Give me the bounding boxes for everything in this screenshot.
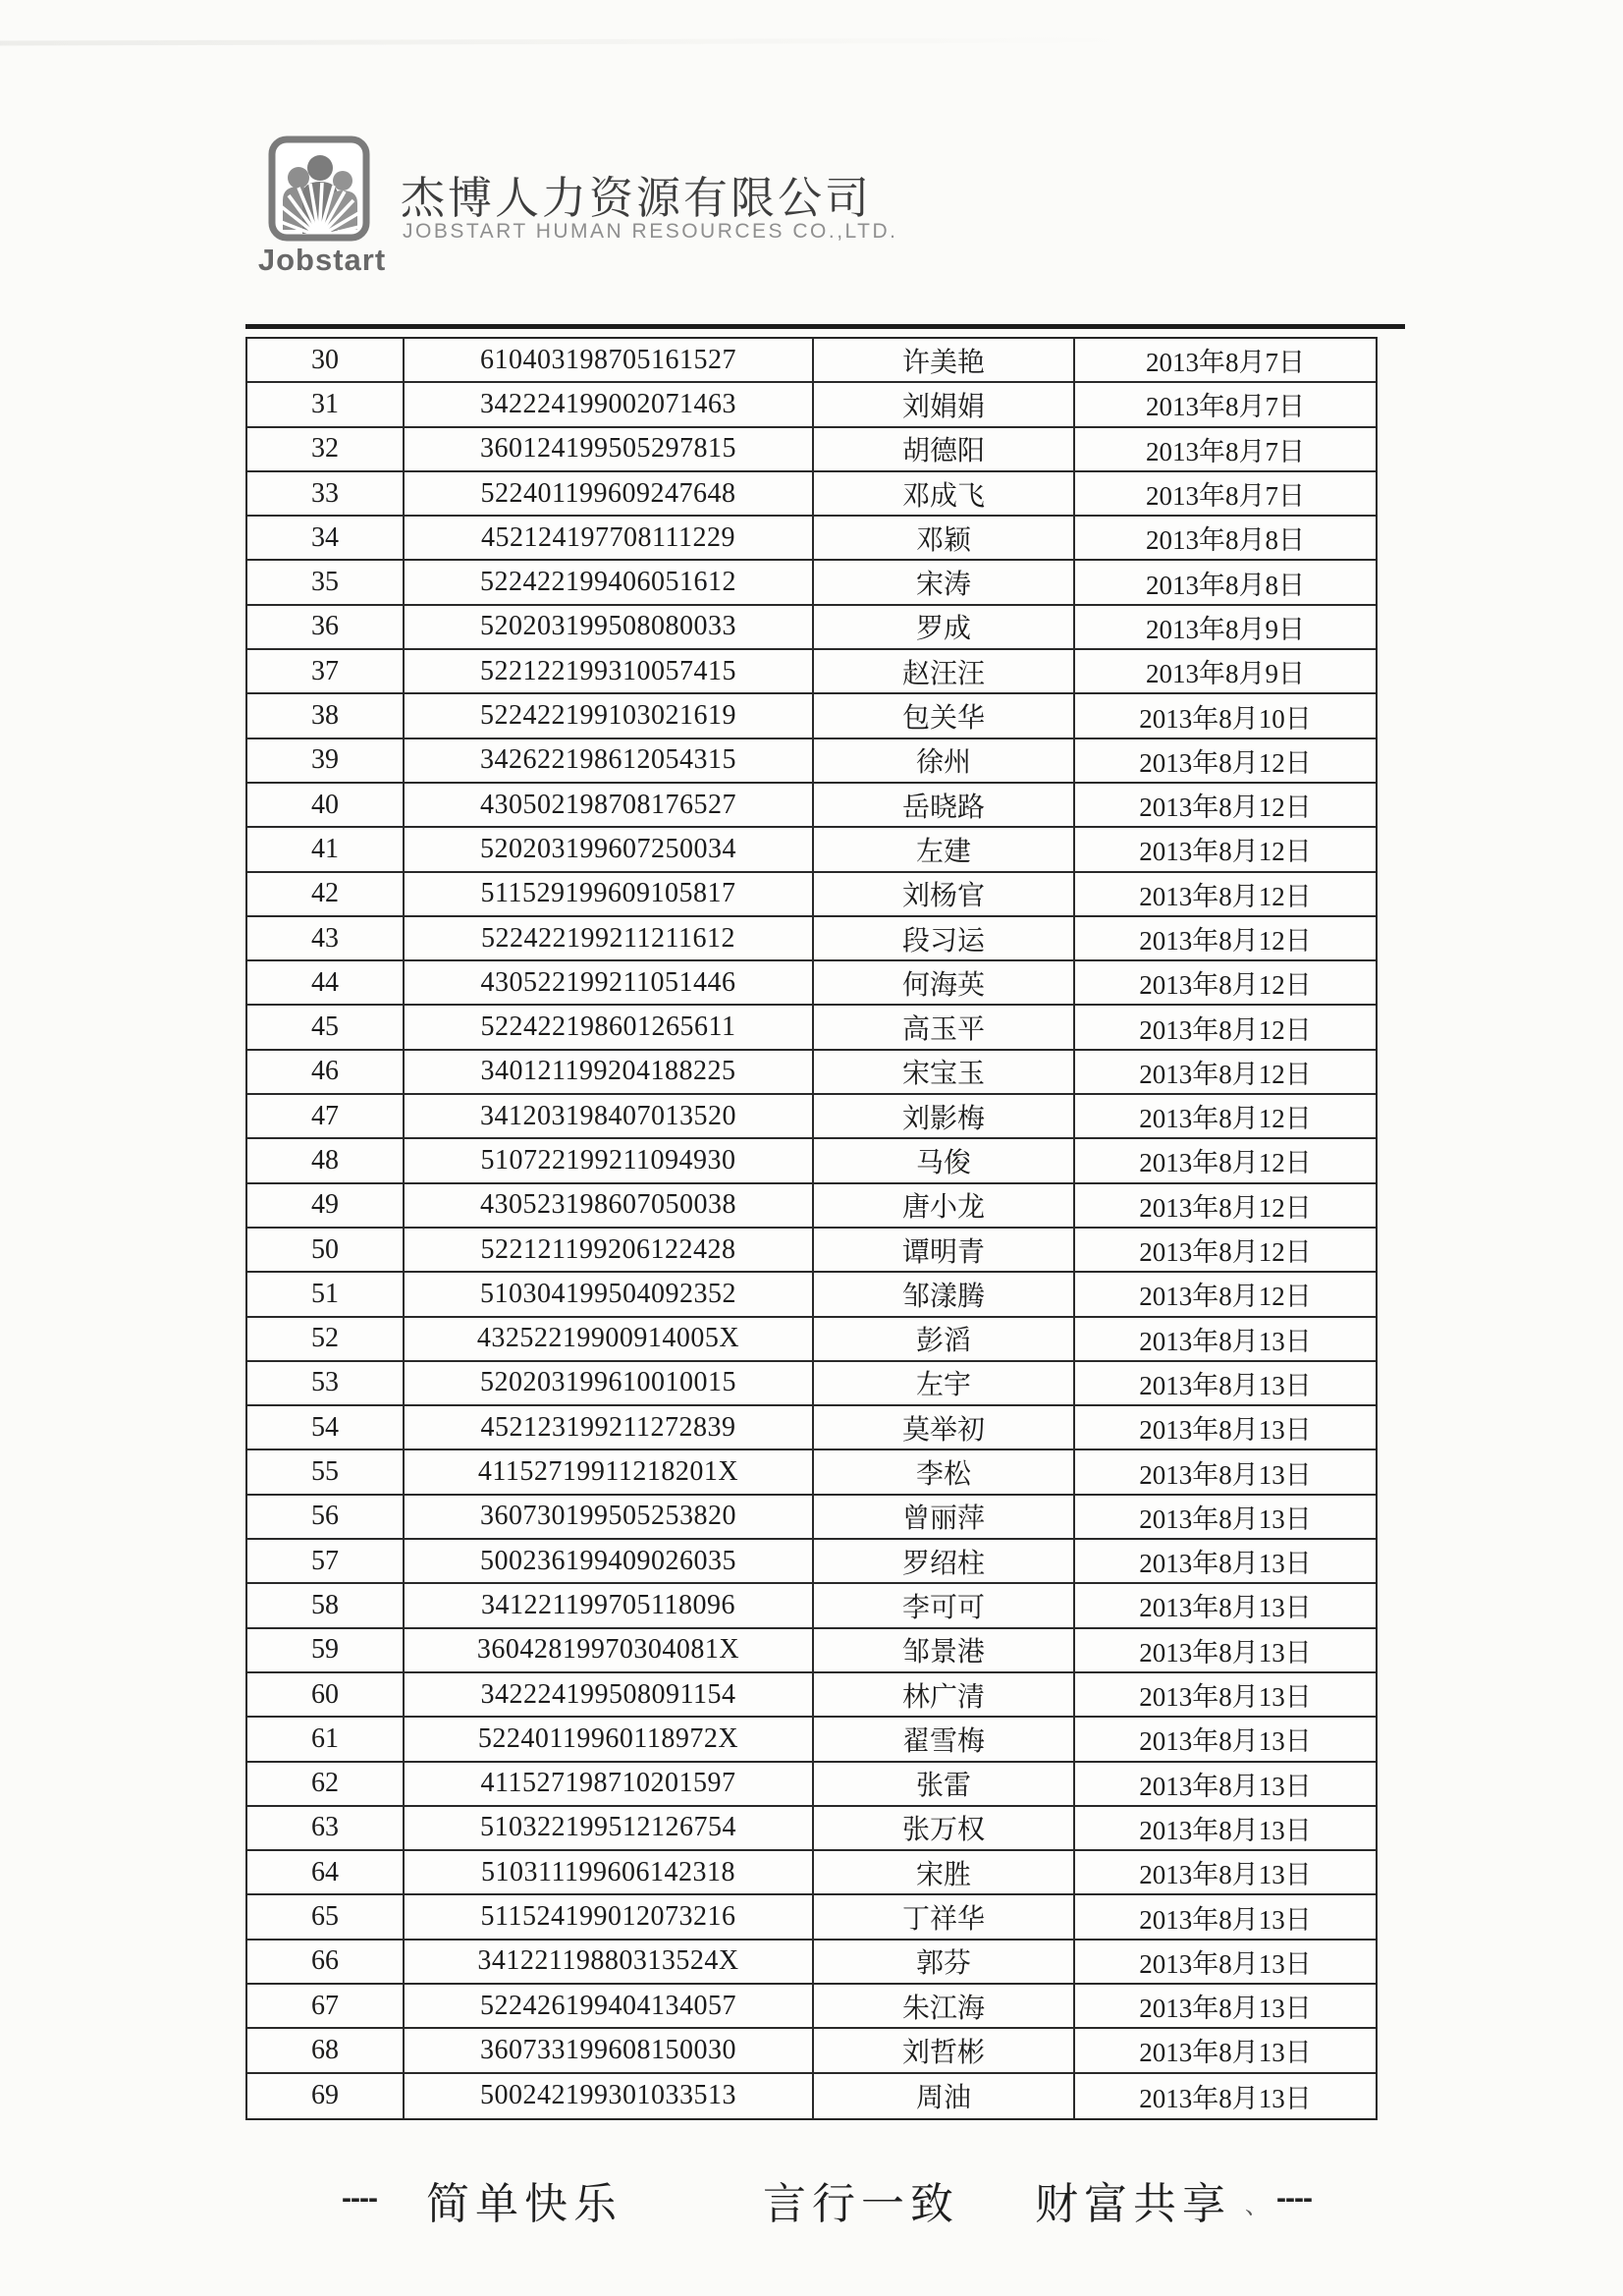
table-row	[247, 1629, 1376, 1673]
cell-id: 510311199606142318	[403, 1851, 812, 1893]
cell-date: 2013年8月13日	[1073, 2074, 1376, 2118]
cell-id: 430523198607050038	[403, 1184, 812, 1227]
cell-date: 2013年8月13日	[1073, 1450, 1376, 1493]
table-row	[247, 1095, 1376, 1139]
cell-date: 2013年8月13日	[1073, 1851, 1376, 1893]
cell-date: 2013年8月13日	[1073, 1718, 1376, 1760]
cell-name: 段习运	[812, 917, 1073, 959]
cell-name: 高玉平	[812, 1006, 1073, 1048]
cell-date: 2013年8月9日	[1073, 650, 1376, 692]
table-row	[247, 1006, 1376, 1050]
cell-id: 522422198601265611	[403, 1006, 812, 1048]
cell-id: 520203199508080033	[403, 606, 812, 648]
cell-id: 500236199409026035	[403, 1540, 812, 1582]
cell-no: 51	[311, 1278, 339, 1309]
cell-no: 32	[311, 433, 339, 465]
cell-no: 57	[311, 1545, 339, 1576]
cell-date: 2013年8月12日	[1073, 873, 1376, 915]
table-row	[247, 1718, 1376, 1762]
cell-name: 李松	[812, 1450, 1073, 1493]
table-row	[247, 383, 1376, 427]
cell-no: 60	[311, 1678, 339, 1710]
cell-id: 360733199608150030	[403, 2029, 812, 2071]
cell-name: 刘娟娟	[812, 383, 1073, 425]
cell-name: 曾丽萍	[812, 1496, 1073, 1538]
cell-name: 罗成	[812, 606, 1073, 648]
cell-id: 41152719911218201X	[403, 1450, 812, 1493]
cell-id: 510322199512126754	[403, 1807, 812, 1849]
cell-id: 510304199504092352	[403, 1273, 812, 1315]
table-row	[247, 1673, 1376, 1718]
cell-name: 李可可	[812, 1584, 1073, 1626]
cell-id: 522422199211211612	[403, 917, 812, 959]
cell-name: 刘影梅	[812, 1095, 1073, 1137]
cell-no: 66	[311, 1945, 339, 1977]
cell-no: 69	[311, 2080, 339, 2111]
cell-id: 36042819970304081X	[403, 1629, 812, 1671]
cell-name: 郭芬	[812, 1941, 1073, 1983]
cell-no: 56	[311, 1501, 339, 1532]
cell-name: 赵汪汪	[812, 650, 1073, 692]
table-row	[247, 1763, 1376, 1807]
cell-no: 59	[311, 1634, 339, 1666]
cell-name: 朱江海	[812, 1985, 1073, 2027]
cell-name: 周油	[812, 2074, 1073, 2118]
cell-name: 左建	[812, 828, 1073, 870]
cell-date: 2013年8月13日	[1073, 2029, 1376, 2071]
table-row	[247, 873, 1376, 917]
table-row	[247, 1406, 1376, 1450]
cell-id: 522422199103021619	[403, 694, 812, 737]
cell-name: 岳晓路	[812, 784, 1073, 826]
cell-id: 522422199406051612	[403, 561, 812, 603]
cell-date: 2013年8月13日	[1073, 1807, 1376, 1849]
table-row	[247, 1184, 1376, 1229]
cell-no: 54	[311, 1411, 339, 1443]
cell-no: 39	[311, 744, 339, 776]
cell-date: 2013年8月13日	[1073, 1629, 1376, 1671]
table-row	[247, 339, 1376, 383]
cell-name: 宋胜	[812, 1851, 1073, 1893]
cell-id: 360730199505253820	[403, 1496, 812, 1538]
cell-no: 62	[311, 1768, 339, 1799]
table-row	[247, 1362, 1376, 1406]
roster-table	[245, 337, 1378, 2120]
cell-id: 452124197708111229	[403, 517, 812, 559]
cell-date: 2013年8月12日	[1073, 961, 1376, 1004]
footer-dash-right: ----	[1276, 2182, 1312, 2214]
cell-name: 胡德阳	[812, 428, 1073, 470]
cell-date: 2013年8月12日	[1073, 1273, 1376, 1315]
cell-id: 452123199211272839	[403, 1406, 812, 1449]
cell-no: 49	[311, 1189, 339, 1221]
footer-phrase-simple-happy: 简单快乐	[426, 2180, 622, 2228]
cell-date: 2013年8月12日	[1073, 1229, 1376, 1271]
cell-no: 40	[311, 789, 339, 820]
table-row	[247, 1318, 1376, 1362]
cell-date: 2013年8月12日	[1073, 1095, 1376, 1137]
table-row	[247, 561, 1376, 605]
cell-date: 2013年8月13日	[1073, 1584, 1376, 1626]
cell-date: 2013年8月12日	[1073, 1051, 1376, 1093]
cell-date: 2013年8月7日	[1073, 339, 1376, 381]
cell-date: 2013年8月13日	[1073, 1496, 1376, 1538]
cell-date: 2013年8月13日	[1073, 1406, 1376, 1449]
scan-stray-mark: 、	[1245, 2194, 1269, 2219]
cell-date: 2013年8月10日	[1073, 694, 1376, 737]
cell-name: 刘哲彬	[812, 2029, 1073, 2071]
company-name-en: JOBSTART HUMAN RESOURCES CO.,LTD.	[403, 220, 898, 243]
cell-no: 38	[311, 700, 339, 732]
cell-date: 2013年8月12日	[1073, 1184, 1376, 1227]
table-row	[247, 1851, 1376, 1895]
table-row	[247, 428, 1376, 472]
cell-date: 2013年8月13日	[1073, 1540, 1376, 1582]
cell-id: 522401199609247648	[403, 472, 812, 515]
cell-name: 丁祥华	[812, 1895, 1073, 1938]
cell-name: 谭明青	[812, 1229, 1073, 1271]
cell-id: 511524199012073216	[403, 1895, 812, 1938]
cell-date: 2013年8月13日	[1073, 1985, 1376, 2027]
logo-wordmark: Jobstart	[257, 243, 387, 277]
cell-no: 36	[311, 611, 339, 642]
table-row	[247, 1273, 1376, 1317]
table-row	[247, 1496, 1376, 1540]
cell-name: 刘杨官	[812, 873, 1073, 915]
cell-no: 45	[311, 1011, 339, 1043]
cell-date: 2013年8月7日	[1073, 472, 1376, 515]
cell-no: 42	[311, 878, 339, 909]
table-row	[247, 1807, 1376, 1851]
cell-no: 35	[311, 567, 339, 598]
cell-id: 511529199609105817	[403, 873, 812, 915]
header-divider-rule	[245, 324, 1405, 329]
cell-date: 2013年8月13日	[1073, 1673, 1376, 1716]
cell-name: 邓成飞	[812, 472, 1073, 515]
cell-no: 44	[311, 966, 339, 998]
cell-id: 430522199211051446	[403, 961, 812, 1004]
cell-no: 52	[311, 1323, 339, 1354]
table-row	[247, 2074, 1376, 2118]
cell-name: 林广清	[812, 1673, 1073, 1716]
cell-name: 邹漾腾	[812, 1273, 1073, 1315]
footer-phrase-words-deeds: 言行一致	[763, 2180, 959, 2228]
cell-name: 罗绍柱	[812, 1540, 1073, 1582]
table-row	[247, 650, 1376, 694]
table-row	[247, 1450, 1376, 1495]
cell-id: 52240119960118972X	[403, 1718, 812, 1760]
cell-date: 2013年8月12日	[1073, 784, 1376, 826]
cell-no: 63	[311, 1812, 339, 1843]
company-name-zh: 杰博人力资源有限公司	[401, 174, 873, 223]
footer-dash-left: ----	[342, 2182, 377, 2214]
cell-date: 2013年8月9日	[1073, 606, 1376, 648]
table-row	[247, 828, 1376, 872]
cell-name: 彭滔	[812, 1318, 1073, 1360]
cell-date: 2013年8月12日	[1073, 1006, 1376, 1048]
table-row	[247, 1229, 1376, 1273]
cell-date: 2013年8月13日	[1073, 1895, 1376, 1938]
table-row	[247, 917, 1376, 961]
cell-date: 2013年8月12日	[1073, 739, 1376, 782]
cell-name: 宋涛	[812, 561, 1073, 603]
cell-no: 48	[311, 1144, 339, 1175]
cell-name: 莫举初	[812, 1406, 1073, 1449]
cell-id: 34122119880313524X	[403, 1941, 812, 1983]
cell-no: 31	[311, 388, 339, 419]
cell-no: 55	[311, 1456, 339, 1488]
cell-name: 唐小龙	[812, 1184, 1073, 1227]
cell-id: 342224199002071463	[403, 383, 812, 425]
cell-no: 37	[311, 655, 339, 686]
cell-no: 53	[311, 1367, 339, 1398]
table-row	[247, 1985, 1376, 2029]
cell-name: 包关华	[812, 694, 1073, 737]
table-row	[247, 1895, 1376, 1940]
cell-id: 342224199508091154	[403, 1673, 812, 1716]
cell-no: 46	[311, 1056, 339, 1087]
cell-id: 500242199301033513	[403, 2074, 812, 2118]
cell-id: 522121199206122428	[403, 1229, 812, 1271]
cell-name: 张万权	[812, 1807, 1073, 1849]
jobstart-logo-icon	[268, 136, 370, 242]
cell-date: 2013年8月13日	[1073, 1318, 1376, 1360]
cell-no: 41	[311, 833, 339, 864]
table-row	[247, 2029, 1376, 2073]
table-row	[247, 1139, 1376, 1183]
cell-id: 520203199607250034	[403, 828, 812, 870]
cell-name: 徐州	[812, 739, 1073, 782]
cell-id: 510722199211094930	[403, 1139, 812, 1181]
cell-no: 43	[311, 922, 339, 954]
cell-no: 47	[311, 1100, 339, 1131]
table-row	[247, 1540, 1376, 1584]
cell-name: 马俊	[812, 1139, 1073, 1181]
table-row	[247, 1941, 1376, 1985]
cell-id: 360124199505297815	[403, 428, 812, 470]
cell-no: 58	[311, 1589, 339, 1620]
cell-id: 522426199404134057	[403, 1985, 812, 2027]
table-row	[247, 1584, 1376, 1628]
cell-date: 2013年8月13日	[1073, 1362, 1376, 1404]
cell-name: 邓颖	[812, 517, 1073, 559]
cell-date: 2013年8月7日	[1073, 428, 1376, 470]
table-row	[247, 961, 1376, 1006]
scan-artifact-streak	[0, 37, 1129, 45]
footer-phrase-share-wealth: 财富共享	[1035, 2180, 1231, 2228]
cell-id: 520203199610010015	[403, 1362, 812, 1404]
table-row	[247, 1051, 1376, 1095]
cell-date: 2013年8月12日	[1073, 828, 1376, 870]
cell-no: 64	[311, 1856, 339, 1887]
cell-name: 许美艳	[812, 339, 1073, 381]
cell-name: 邹景港	[812, 1629, 1073, 1671]
table-row	[247, 739, 1376, 784]
cell-id: 342622198612054315	[403, 739, 812, 782]
cell-id: 341203198407013520	[403, 1095, 812, 1137]
footer-slogan	[0, 2168, 1623, 2237]
cell-id: 340121199204188225	[403, 1051, 812, 1093]
cell-name: 左宇	[812, 1362, 1073, 1404]
cell-no: 65	[311, 1901, 339, 1933]
cell-name: 宋宝玉	[812, 1051, 1073, 1093]
cell-date: 2013年8月13日	[1073, 1763, 1376, 1805]
cell-no: 68	[311, 2034, 339, 2065]
cell-no: 61	[311, 1722, 339, 1754]
cell-date: 2013年8月8日	[1073, 517, 1376, 559]
cell-id: 411527198710201597	[403, 1763, 812, 1805]
cell-date: 2013年8月13日	[1073, 1941, 1376, 1983]
table-row	[247, 517, 1376, 561]
cell-id: 522122199310057415	[403, 650, 812, 692]
cell-date: 2013年8月12日	[1073, 917, 1376, 959]
cell-id: 430502198708176527	[403, 784, 812, 826]
table-row	[247, 472, 1376, 517]
cell-id: 610403198705161527	[403, 339, 812, 381]
cell-id: 43252219900914005X	[403, 1318, 812, 1360]
cell-name: 张雷	[812, 1763, 1073, 1805]
table-row	[247, 606, 1376, 650]
cell-date: 2013年8月12日	[1073, 1139, 1376, 1181]
cell-name: 翟雪梅	[812, 1718, 1073, 1760]
cell-no: 67	[311, 1990, 339, 2021]
cell-no: 33	[311, 477, 339, 509]
table-row	[247, 784, 1376, 828]
cell-name: 何海英	[812, 961, 1073, 1004]
cell-date: 2013年8月7日	[1073, 383, 1376, 425]
table-row	[247, 694, 1376, 738]
cell-no: 34	[311, 521, 339, 553]
cell-date: 2013年8月8日	[1073, 561, 1376, 603]
cell-id: 341221199705118096	[403, 1584, 812, 1626]
cell-no: 50	[311, 1233, 339, 1265]
cell-no: 30	[311, 344, 339, 375]
